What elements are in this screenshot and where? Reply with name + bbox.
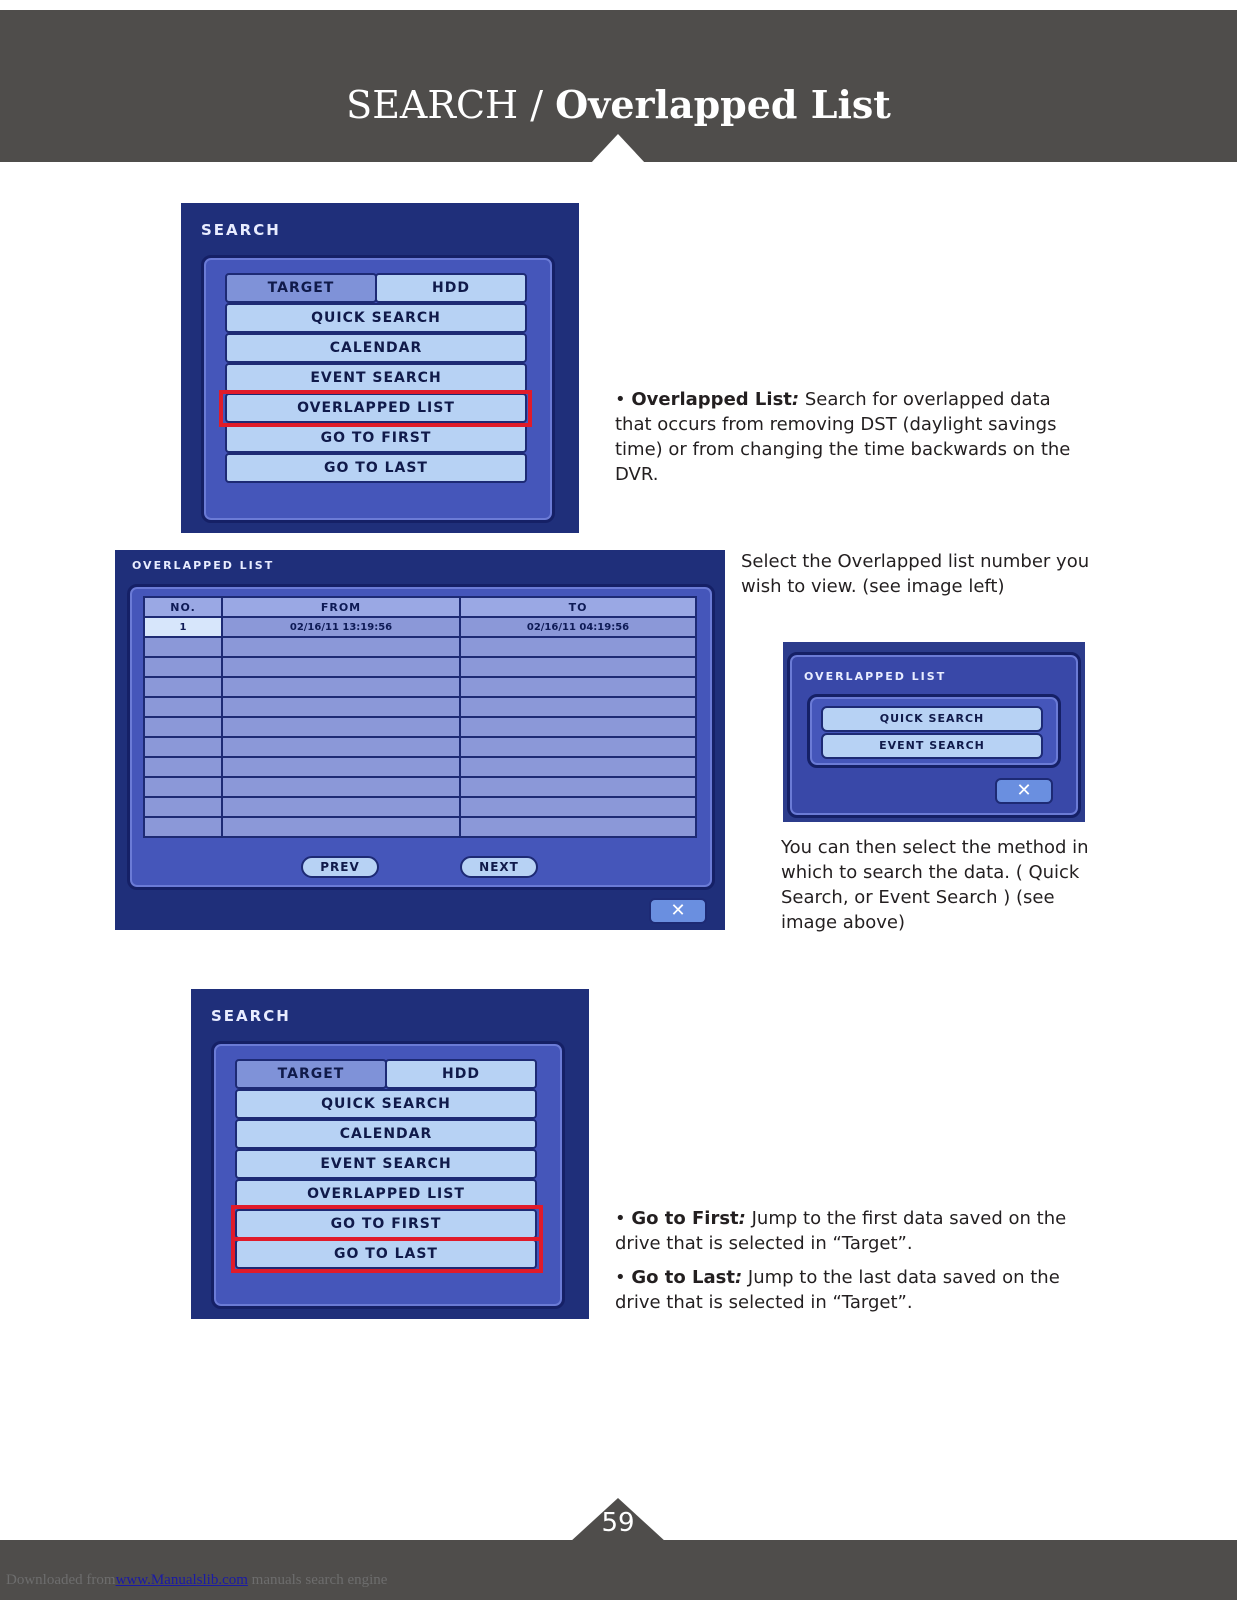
bullet: • (615, 1267, 626, 1288)
overlapped-list-button[interactable]: OVERLAPPED LIST (235, 1179, 537, 1209)
method-dialog-title: OVERLAPPED LIST (804, 670, 947, 683)
go-to-last-button[interactable]: GO TO LAST (225, 453, 527, 483)
event-search-option[interactable]: EVENT SEARCH (821, 733, 1043, 759)
table-row[interactable] (144, 657, 696, 677)
bullet: • (615, 389, 626, 410)
table-header (144, 597, 696, 617)
go-to-first-highlight (231, 1205, 543, 1241)
quick-search-button[interactable]: QUICK SEARCH (235, 1089, 537, 1119)
title-main: Overlapped List (555, 82, 891, 127)
table-row[interactable] (144, 777, 696, 797)
term: Go to Last (631, 1267, 735, 1288)
term-colon: : (791, 389, 800, 410)
tab-hdd[interactable]: HDD (375, 273, 527, 303)
table-row[interactable] (144, 617, 696, 637)
search-menu-title: SEARCH (201, 221, 281, 239)
table-row[interactable] (144, 757, 696, 777)
quick-search-button[interactable]: QUICK SEARCH (225, 303, 527, 333)
table-row[interactable] (144, 677, 696, 697)
search-menu-title: SEARCH (211, 1007, 291, 1025)
overlapped-list-table (143, 596, 697, 838)
term: Overlapped List (631, 389, 792, 410)
search-menu-screen-2 (191, 989, 589, 1319)
go-to-last-highlight (231, 1237, 543, 1273)
col-no: NO. (144, 597, 222, 617)
go-to-first-button[interactable]: GO TO FIRST (235, 1209, 537, 1239)
download-note (6, 1572, 387, 1589)
description-text: Search for overlapped data that occurs from removing DST (daylight savings time) or from changing the time backwards on the DVR. (615, 389, 1071, 485)
overlapped-list-highlight (219, 390, 532, 427)
select-instruction: Select the Overlapped list number you wish to view. (see image left) (741, 551, 1090, 597)
method-instruction: You can then select the method in which to search the data. ( Quick Search, or Event Search ) (see image above) (781, 837, 1089, 933)
term-colon: : (738, 1208, 746, 1229)
table-row[interactable] (144, 797, 696, 817)
quick-search-option[interactable]: QUICK SEARCH (821, 706, 1043, 732)
title-prefix: SEARCH / (346, 83, 544, 127)
table-row[interactable] (144, 697, 696, 717)
close-icon[interactable]: ✕ (649, 898, 707, 924)
overlapped-list-screen (115, 550, 725, 930)
cell-to[interactable]: 02/16/11 04:19:56 (460, 617, 696, 637)
bullet: • (615, 1208, 626, 1229)
table-row[interactable] (144, 637, 696, 657)
download-suffix: manuals search engine (247, 1572, 388, 1588)
go-to-first-description (615, 1206, 1085, 1256)
term: Go to First (631, 1208, 739, 1229)
close-icon[interactable]: ✕ (995, 778, 1053, 804)
page-title (0, 80, 1237, 130)
header-arrow (590, 134, 646, 164)
term-colon: : (734, 1267, 743, 1288)
tab-target[interactable]: TARGET (235, 1059, 387, 1089)
cell-no[interactable]: 1 (144, 617, 222, 637)
description-text: Jump to the last data saved on the drive that is selected in “Target”. (615, 1267, 1060, 1313)
overlapped-list-description (615, 387, 1085, 487)
download-prefix: Downloaded from (6, 1572, 116, 1588)
tab-target[interactable]: TARGET (225, 273, 377, 303)
method-dialog-screen (783, 642, 1085, 822)
table-row[interactable] (144, 737, 696, 757)
table-row[interactable] (144, 817, 696, 837)
calendar-button[interactable]: CALENDAR (235, 1119, 537, 1149)
page-number: 59 (601, 1508, 635, 1538)
event-search-button[interactable]: EVENT SEARCH (225, 363, 527, 393)
overlapped-list-button[interactable]: OVERLAPPED LIST (225, 393, 527, 423)
go-to-last-button[interactable]: GO TO LAST (235, 1239, 537, 1269)
overlapped-list-title: OVERLAPPED LIST (132, 559, 275, 572)
next-button[interactable]: NEXT (460, 856, 538, 878)
tab-hdd[interactable]: HDD (385, 1059, 537, 1089)
col-from: FROM (222, 597, 460, 617)
cell-from[interactable]: 02/16/11 13:19:56 (222, 617, 460, 637)
page-footer (0, 1540, 1237, 1600)
go-to-last-description (615, 1265, 1085, 1315)
event-search-button[interactable]: EVENT SEARCH (235, 1149, 537, 1179)
download-link[interactable]: www.Manualslib.com (115, 1572, 248, 1588)
calendar-button[interactable]: CALENDAR (225, 333, 527, 363)
description-text: Jump to the first data saved on the drive that is selected in “Target”. (615, 1208, 1067, 1254)
prev-button[interactable]: PREV (301, 856, 379, 878)
table-row[interactable] (144, 717, 696, 737)
col-to: TO (460, 597, 696, 617)
search-menu-screen-1 (181, 203, 579, 533)
go-to-first-button[interactable]: GO TO FIRST (225, 423, 527, 453)
